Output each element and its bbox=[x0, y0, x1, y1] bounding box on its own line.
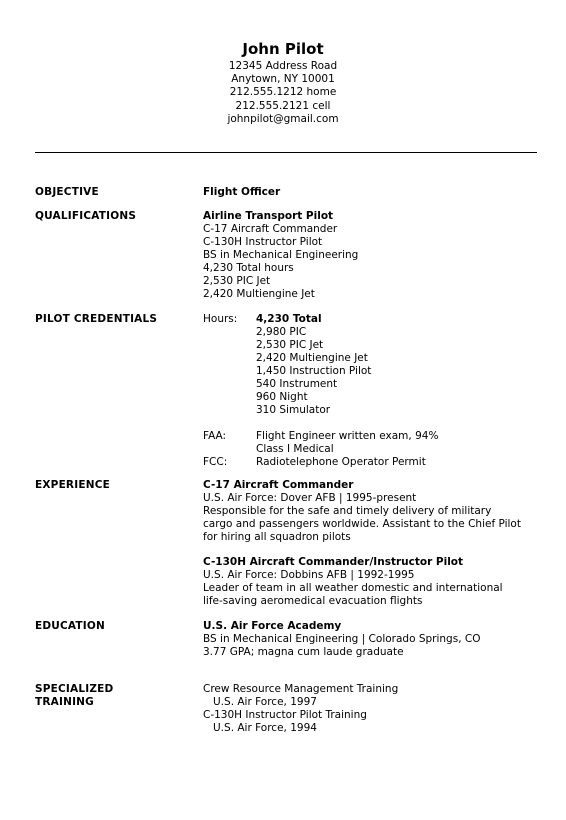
header-divider bbox=[35, 152, 537, 153]
school-name: U.S. Air Force Academy bbox=[203, 620, 342, 632]
degree: BS in Mechanical Engineering | Colorado Springs, CO bbox=[203, 633, 481, 645]
qualifications-label: QUALIFICATIONS bbox=[35, 210, 137, 222]
resume-header bbox=[0, 40, 566, 126]
faa-item: Class I Medical bbox=[256, 443, 334, 455]
training-section bbox=[203, 683, 543, 735]
training-label-line: TRAINING bbox=[35, 696, 94, 708]
hours-item: 310 Simulator bbox=[256, 404, 331, 416]
qualifications-title: Airline Transport Pilot bbox=[203, 210, 334, 222]
applicant-name: John Pilot bbox=[242, 40, 324, 58]
experience-job bbox=[203, 479, 543, 544]
qualification-item: 2,530 PIC Jet bbox=[203, 275, 271, 287]
email-link[interactable]: johnpilot@gmail.com bbox=[227, 112, 339, 125]
qualification-item: 4,230 Total hours bbox=[203, 262, 294, 274]
training-name: C-130H Instructor Pilot Training bbox=[203, 709, 367, 721]
job-title: C-17 Aircraft Commander bbox=[203, 479, 354, 491]
fcc-key: FCC: bbox=[203, 456, 228, 468]
job-desc: cargo and passengers worldwide. Assistant to the Chief Pilot bbox=[203, 518, 521, 530]
hours-item: 1,450 Instruction Pilot bbox=[256, 365, 372, 377]
hours-item: 2,980 PIC bbox=[256, 326, 307, 338]
hours-item: 2,420 Multiengine Jet bbox=[256, 352, 368, 364]
job-desc: Responsible for the safe and timely delivery of military bbox=[203, 505, 492, 517]
cell-phone: 212.555.2121 cell bbox=[235, 99, 331, 112]
credentials-section bbox=[203, 313, 543, 469]
address-line-2: Anytown, NY 10001 bbox=[231, 73, 335, 86]
credentials-label: PILOT CREDENTIALS bbox=[35, 313, 158, 325]
qualification-item: 2,420 Multiengine Jet bbox=[203, 288, 315, 300]
experience-job bbox=[203, 556, 543, 608]
qualifications-section bbox=[203, 210, 543, 301]
hours-item: 2,530 PIC Jet bbox=[256, 339, 324, 351]
experience-label: EXPERIENCE bbox=[35, 479, 110, 491]
home-phone: 212.555.1212 home bbox=[229, 86, 337, 99]
job-desc: for hiring all squadron pilots bbox=[203, 531, 351, 543]
training-detail: U.S. Air Force, 1997 bbox=[213, 696, 317, 708]
job-title: C-130H Aircraft Commander/Instructor Pilot bbox=[203, 556, 464, 568]
faa-item: Flight Engineer written exam, 94% bbox=[256, 430, 439, 442]
education-section bbox=[203, 620, 543, 659]
education-label: EDUCATION bbox=[35, 620, 106, 632]
qualification-item: C-17 Aircraft Commander bbox=[203, 223, 338, 235]
job-desc: Leader of team in all weather domestic and international bbox=[203, 582, 503, 594]
hours-total: 4,230 Total bbox=[256, 313, 322, 325]
hours-item: 960 Night bbox=[256, 391, 308, 403]
qualification-item: BS in Mechanical Engineering bbox=[203, 249, 359, 261]
job-org: U.S. Air Force: Dover AFB | 1995-present bbox=[203, 492, 417, 504]
objective-value: Flight Officer bbox=[203, 186, 281, 198]
job-desc: life-saving aeromedical evacuation flights bbox=[203, 595, 423, 607]
address-line-1: 12345 Address Road bbox=[228, 60, 338, 72]
training-label-line: SPECIALIZED bbox=[35, 683, 114, 695]
training-label bbox=[35, 683, 113, 709]
faa-key: FAA: bbox=[203, 430, 227, 442]
training-detail: U.S. Air Force, 1994 bbox=[213, 722, 317, 734]
gpa: 3.77 GPA; magna cum laude graduate bbox=[203, 646, 404, 658]
job-org: U.S. Air Force: Dobbins AFB | 1992-1995 bbox=[203, 569, 415, 581]
hours-key: Hours: bbox=[203, 313, 238, 325]
fcc-value: Radiotelephone Operator Permit bbox=[256, 456, 426, 468]
training-name: Crew Resource Management Training bbox=[203, 683, 399, 695]
objective-label: OBJECTIVE bbox=[35, 186, 99, 198]
qualification-item: C-130H Instructor Pilot bbox=[203, 236, 323, 248]
hours-item: 540 Instrument bbox=[256, 378, 338, 390]
